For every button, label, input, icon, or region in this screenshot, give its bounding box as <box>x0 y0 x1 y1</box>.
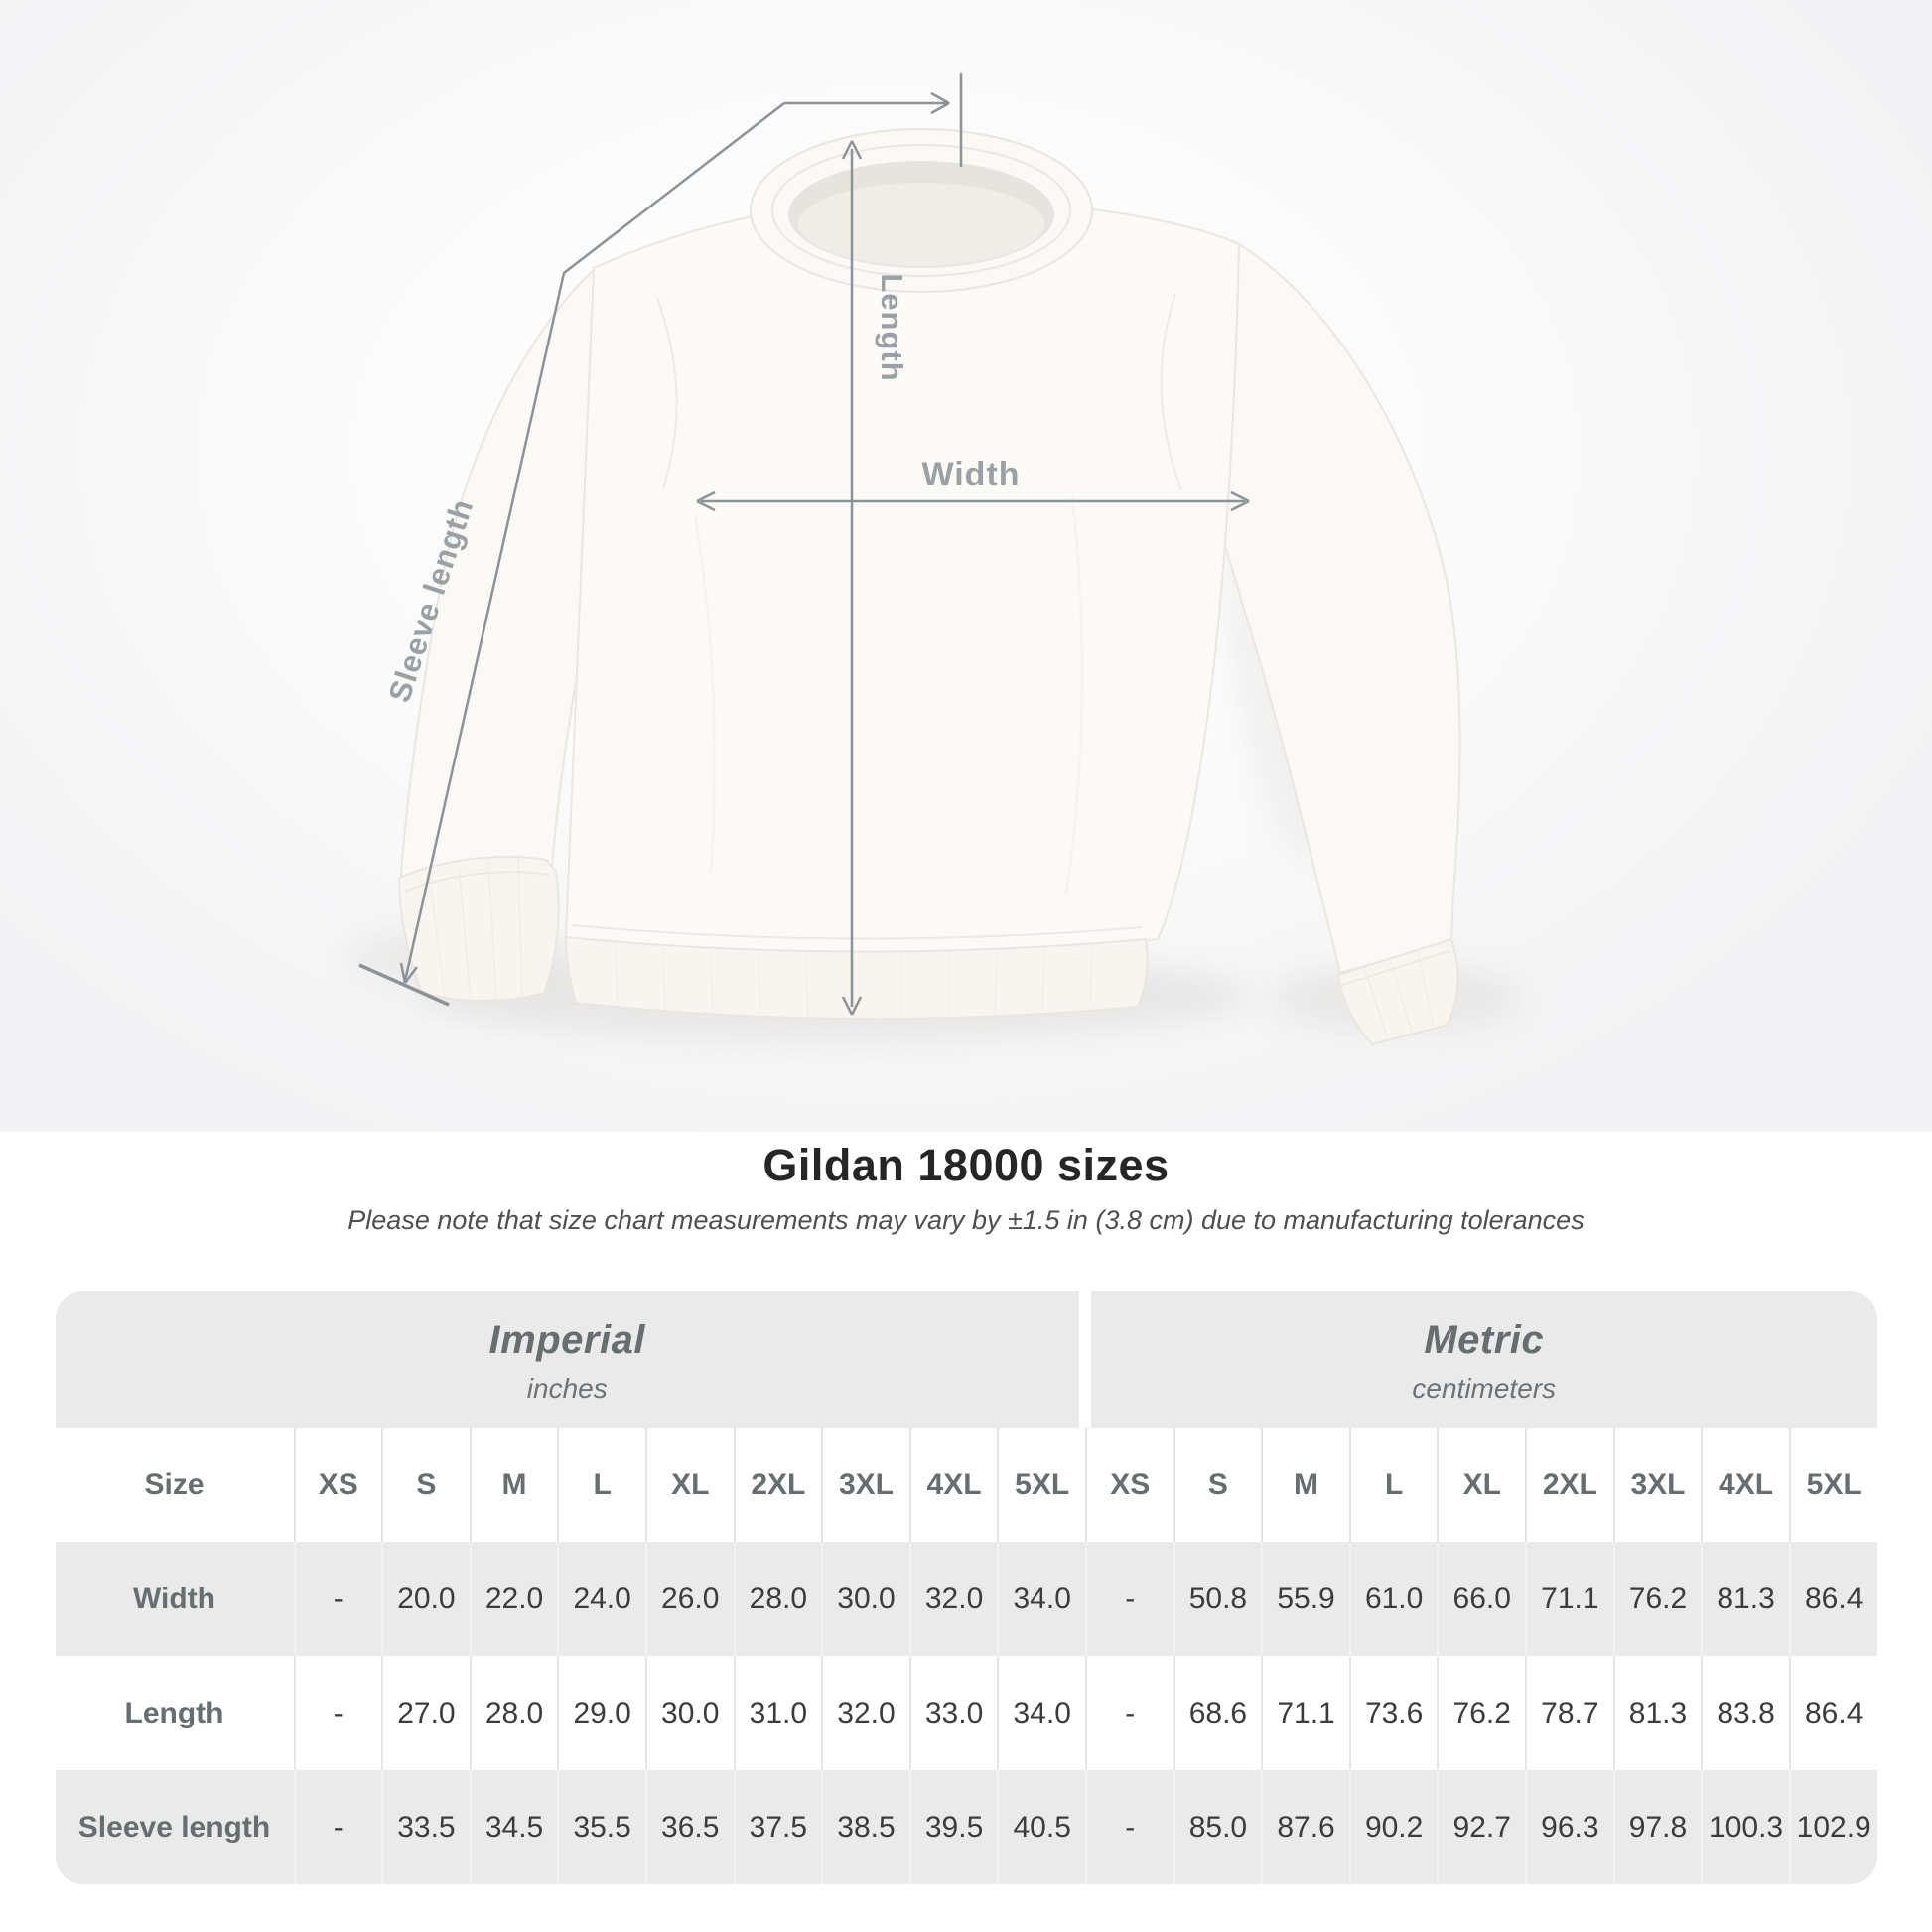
size-column-header: L <box>1349 1428 1438 1542</box>
width-value: 22.0 <box>470 1542 558 1656</box>
tolerance-note: Please note that size chart measurements may vary by ±1.5 in (3.8 cm) due to manufacturing tolerances <box>347 1205 1585 1235</box>
size-column-header: 2XL <box>1525 1428 1613 1542</box>
size-header-label: Size <box>144 1467 205 1501</box>
length-label: Length <box>875 273 909 382</box>
sweatshirt-illustration <box>399 129 1460 1044</box>
width-value: 76.2 <box>1613 1542 1702 1656</box>
size-column-header: XS <box>1085 1428 1173 1542</box>
length-value: - <box>1085 1656 1173 1770</box>
sleeve-length-value: 36.5 <box>645 1770 734 1884</box>
size-chart-table <box>56 1291 1877 1884</box>
sleeve-length-value: 102.9 <box>1789 1770 1877 1884</box>
width-value: 81.3 <box>1701 1542 1789 1656</box>
size-column-header: M <box>470 1428 558 1542</box>
width-value: 55.9 <box>1261 1542 1349 1656</box>
title-section <box>0 1142 1932 1237</box>
width-value: - <box>294 1542 382 1656</box>
metric-group-header <box>1091 1291 1877 1428</box>
sleeve-length-value: 33.5 <box>381 1770 470 1884</box>
length-value: 76.2 <box>1437 1656 1525 1770</box>
length-value: 78.7 <box>1525 1656 1613 1770</box>
sleeve-length-value: 39.5 <box>909 1770 998 1884</box>
length-value: 30.0 <box>645 1656 734 1770</box>
sleeve-length-value: 92.7 <box>1437 1770 1525 1884</box>
sleeve-length-value: 37.5 <box>734 1770 822 1884</box>
length-value: 73.6 <box>1349 1656 1438 1770</box>
size-column-header: S <box>381 1428 470 1542</box>
length-value: 81.3 <box>1613 1656 1702 1770</box>
width-value: - <box>1085 1542 1173 1656</box>
sleeve-length-value: 97.8 <box>1613 1770 1702 1884</box>
sleeve-length-value: 100.3 <box>1701 1770 1789 1884</box>
imperial-unit: inches <box>526 1372 608 1404</box>
width-value: 24.0 <box>557 1542 645 1656</box>
length-row-label: Length <box>124 1696 224 1729</box>
width-value: 20.0 <box>381 1542 470 1656</box>
page-title: Gildan 18000 sizes <box>762 1140 1170 1190</box>
length-value: 28.0 <box>470 1656 558 1770</box>
length-value: 86.4 <box>1789 1656 1877 1770</box>
left-cuff <box>399 857 559 1001</box>
sleeve-length-value: 40.5 <box>997 1770 1085 1884</box>
size-column-header: S <box>1173 1428 1262 1542</box>
size-column-header: 5XL <box>997 1428 1085 1542</box>
width-value: 71.1 <box>1525 1542 1613 1656</box>
sleeve-length-row-label: Sleeve length <box>77 1810 271 1844</box>
size-column-header: 3XL <box>821 1428 909 1542</box>
width-value: 61.0 <box>1349 1542 1438 1656</box>
size-column-header: 4XL <box>1701 1428 1789 1542</box>
length-value: - <box>294 1656 382 1770</box>
length-row <box>56 1656 1877 1770</box>
sleeve-length-value: 96.3 <box>1525 1770 1613 1884</box>
metric-label: Metric <box>1424 1317 1545 1362</box>
size-column-header: L <box>557 1428 645 1542</box>
length-value: 33.0 <box>909 1656 998 1770</box>
width-value: 66.0 <box>1437 1542 1525 1656</box>
sleeve-length-row <box>56 1770 1877 1884</box>
width-value: 34.0 <box>997 1542 1085 1656</box>
size-column-header: XL <box>1437 1428 1525 1542</box>
sleeve-length-value: 90.2 <box>1349 1770 1438 1884</box>
sleeve-length-value: 87.6 <box>1261 1770 1349 1884</box>
size-column-header: M <box>1261 1428 1349 1542</box>
sleeve-length-value: - <box>294 1770 382 1884</box>
size-column-header: 5XL <box>1789 1428 1877 1542</box>
sleeve-length-value: 38.5 <box>821 1770 909 1884</box>
length-value: 31.0 <box>734 1656 822 1770</box>
width-value: 30.0 <box>821 1542 909 1656</box>
length-value: 27.0 <box>381 1656 470 1770</box>
width-label: Width <box>921 456 1021 493</box>
width-value: 50.8 <box>1173 1542 1262 1656</box>
sleeve-length-value: 34.5 <box>470 1770 558 1884</box>
imperial-label: Imperial <box>488 1317 645 1362</box>
sleeve-length-label: Sleeve length <box>381 494 481 707</box>
length-value: 83.8 <box>1701 1656 1789 1770</box>
width-value: 32.0 <box>909 1542 998 1656</box>
sleeve-length-value: 85.0 <box>1173 1770 1262 1884</box>
metric-unit: centimeters <box>1412 1372 1557 1404</box>
imperial-group-header <box>56 1291 1080 1428</box>
width-value: 86.4 <box>1789 1542 1877 1656</box>
width-value: 28.0 <box>734 1542 822 1656</box>
collar <box>751 129 1092 292</box>
length-value: 34.0 <box>997 1656 1085 1770</box>
size-column-header: 2XL <box>734 1428 822 1542</box>
length-value: 32.0 <box>821 1656 909 1770</box>
size-column-header: XL <box>645 1428 734 1542</box>
size-header-row <box>56 1428 1877 1542</box>
length-value: 68.6 <box>1173 1656 1262 1770</box>
length-value: 71.1 <box>1261 1656 1349 1770</box>
width-row <box>56 1542 1877 1656</box>
size-column-header: XS <box>294 1428 382 1542</box>
size-column-header: 4XL <box>909 1428 998 1542</box>
width-value: 26.0 <box>645 1542 734 1656</box>
length-value: 29.0 <box>557 1656 645 1770</box>
size-column-header: 3XL <box>1613 1428 1702 1542</box>
sleeve-length-value: - <box>1085 1770 1173 1884</box>
sleeve-length-value: 35.5 <box>557 1770 645 1884</box>
width-row-label: Width <box>132 1582 216 1615</box>
unit-group-row <box>56 1291 1877 1428</box>
